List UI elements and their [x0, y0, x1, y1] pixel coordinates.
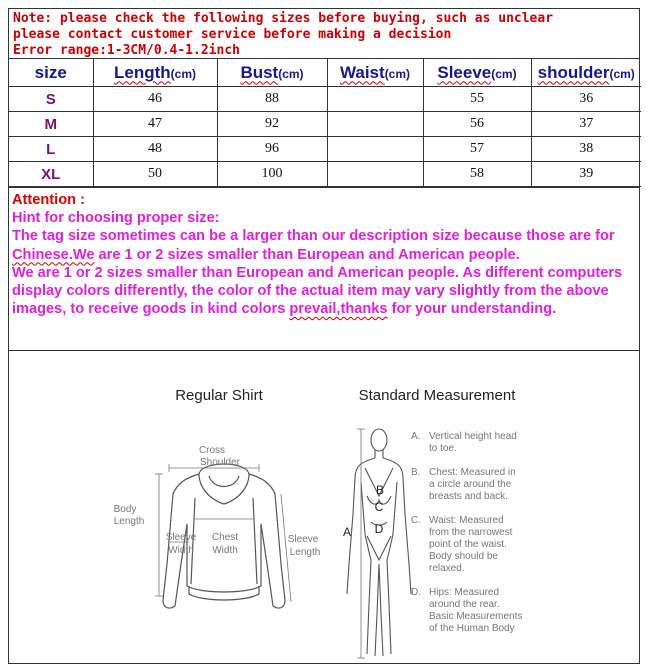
body-dimension-lines	[357, 429, 365, 658]
cell-length: 48	[93, 137, 217, 162]
label-chest-width: Width	[212, 545, 238, 556]
cell-bust: 92	[217, 112, 327, 137]
regular-shirt-title: Regular Shirt	[175, 387, 263, 404]
cell-bust: 88	[217, 87, 327, 112]
label-shoulder-top: Shoulder	[199, 457, 241, 468]
marker-c: C	[374, 500, 384, 514]
marker-a: A	[342, 525, 352, 539]
note-a-1: Vertical height head	[429, 431, 517, 442]
cell-size: XL	[9, 162, 93, 187]
note-d-2: around the rear.	[429, 599, 500, 610]
note-c-4: Body should be	[429, 551, 498, 562]
label-sleeve-width-1: Sleeve	[165, 532, 197, 543]
note-b-3: breasts and back.	[429, 491, 508, 502]
note-a-key: A.	[411, 431, 421, 442]
label-chest: Chest	[211, 532, 239, 543]
header-shoulder: shoulder(cm)	[531, 59, 641, 87]
attention-paragraph-1: The tag size sometimes can be a larger than our description size because those are for Chinese.We are 1 or 2 sizes smaller than European and American people.	[12, 228, 615, 263]
cell-size: M	[9, 112, 93, 137]
note-line-2: please contact customer service before making a decision	[13, 27, 452, 42]
cell-sleeve: 55	[423, 87, 531, 112]
note-b-key: B.	[411, 467, 421, 478]
cell-length: 47	[93, 112, 217, 137]
cell-size: S	[9, 87, 93, 112]
marker-d: D	[374, 522, 384, 536]
table-row	[9, 87, 641, 112]
label-sleeve-width-2: Width	[168, 545, 194, 556]
table-row	[9, 162, 641, 187]
note-c-key: C.	[411, 515, 421, 526]
human-body-illustration	[347, 429, 411, 656]
label-body: Body	[113, 504, 137, 515]
note-b-1: Chest: Measured in	[429, 467, 516, 478]
attention-block	[9, 187, 639, 351]
note-block	[9, 9, 639, 59]
label-sleeve-length-1: Sleeve	[287, 534, 319, 545]
note-error-range: Error range:1-3CM/0.4-1.2inch	[13, 43, 240, 58]
header-waist: Waist(cm)	[327, 59, 423, 87]
table-header-row	[9, 59, 641, 87]
size-chart-sheet	[8, 8, 640, 664]
header-bust: Bust(cm)	[217, 59, 327, 87]
note-c-3: point of the waist.	[429, 539, 507, 550]
header-sleeve: Sleeve(cm)	[423, 59, 531, 87]
table-row	[9, 112, 641, 137]
measurement-notes	[411, 431, 522, 634]
note-c-5: relaxed.	[429, 563, 465, 574]
cell-shoulder: 37	[531, 112, 641, 137]
cell-shoulder: 39	[531, 162, 641, 187]
note-line-1: Note: please check the following sizes before buying, such as unclear	[13, 11, 554, 26]
header-size: size	[9, 59, 93, 87]
note-d-3: Basic Measurements	[429, 611, 523, 622]
cell-length: 50	[93, 162, 217, 187]
cell-length: 46	[93, 87, 217, 112]
note-d-key: D.	[411, 587, 421, 598]
note-c-2: from the narrowest	[429, 527, 513, 538]
cell-sleeve: 58	[423, 162, 531, 187]
attention-paragraph-2: We are 1 or 2 sizes smaller than European and American people. As different computers display colors differently, the color of the actual item may vary slightly from the above images, to receive goods in kind colors prevail,thanks for your understanding.	[12, 264, 623, 318]
marker-b: B	[375, 483, 385, 497]
cell-sleeve: 57	[423, 137, 531, 162]
cell-waist	[327, 87, 423, 112]
note-b-2: a circle around the	[429, 479, 512, 490]
cell-bust: 96	[217, 137, 327, 162]
cell-shoulder: 36	[531, 87, 641, 112]
attention-hint: Hint for choosing proper size:	[12, 210, 220, 227]
label-cross: Cross	[198, 445, 226, 456]
cell-waist	[327, 162, 423, 187]
cell-waist	[327, 112, 423, 137]
cell-waist	[327, 137, 423, 162]
note-d-1: Hips: Measured	[429, 587, 500, 598]
cell-bust: 100	[217, 162, 327, 187]
attention-title: Attention :	[12, 192, 85, 208]
size-table	[9, 59, 641, 187]
cell-shoulder: 38	[531, 137, 641, 162]
label-body-length: Length	[113, 516, 145, 527]
label-sleeve-length-2: Length	[289, 547, 321, 558]
note-c-1: Waist: Measured	[429, 515, 504, 526]
header-length: Length(cm)	[93, 59, 217, 87]
cell-sleeve: 56	[423, 112, 531, 137]
cell-size: L	[9, 137, 93, 162]
standard-measurement-title: Standard Measurement	[358, 387, 516, 404]
table-row	[9, 137, 641, 162]
note-a-2: to toe.	[429, 443, 457, 454]
note-d-4: of the Human Body	[429, 623, 515, 634]
measurement-figure	[9, 364, 639, 664]
